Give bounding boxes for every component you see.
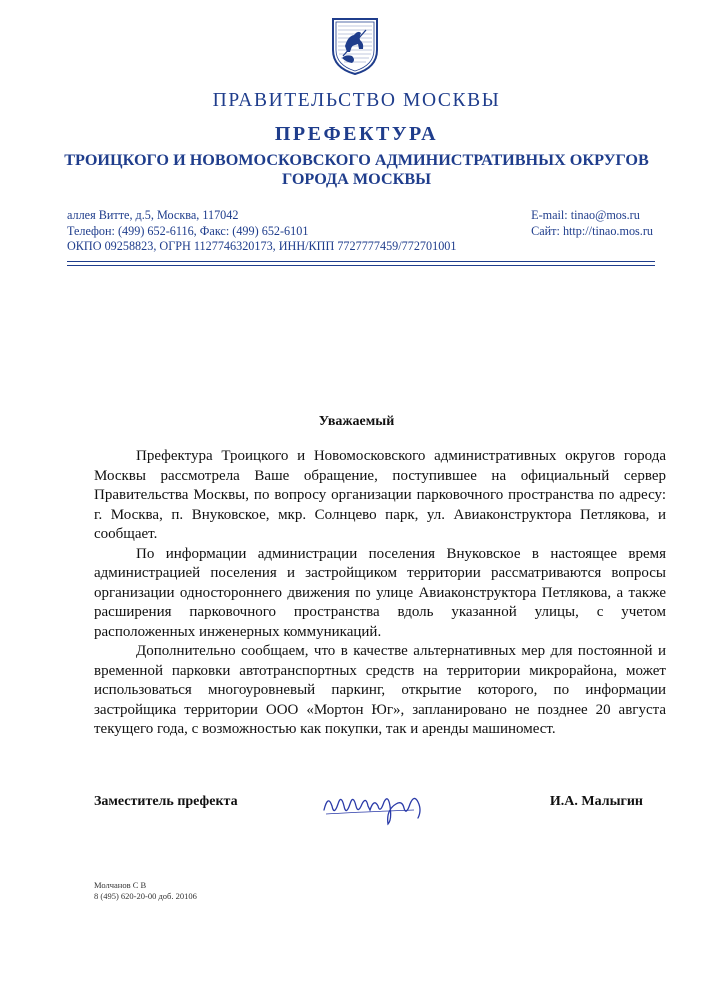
email: E-mail: tinao@mos.ru	[531, 208, 640, 222]
paragraph-1: Префектура Троицкого и Новомосковского административных округов города Москвы рассмотрела Ваше обращение, поступившее на официальный сервер Правительства Москвы, по вопросу организации парковочного пространства по адресу: г. Москва, п. Внуковское, мкр. Солнцево парк, ул. Авиаконструктора Петлякова, и сообщает.	[94, 448, 666, 542]
header-rule-thin	[67, 265, 655, 266]
contacts-right	[531, 208, 653, 239]
executor-name: Молчанов С В	[94, 880, 147, 890]
okrug-title	[0, 151, 713, 189]
executor-info	[94, 880, 197, 902]
paragraph-2: По информации администрации поселения Внуковское в настоящее время администрацией поселения и застройщиком территории рассматриваются вопросы организации одностороннего движения по улице Авиаконструктора Петлякова, а также расширения парковочного пространства вдоль указанной улицы, с учетом расположенных инженерных коммуникаций.	[94, 545, 666, 640]
website: Сайт: http://tinao.mos.ru	[531, 223, 653, 238]
paragraph-3: Дополнительно сообщаем, что в качестве альтернативных мер для постоянной и временной парковки автотранспортных средств на территории микрорайона, может использоваться многоуровневый паркинг, открытие которого, по информации застройщика территории ООО «Мортон Юг», запланировано не позднее 20 августа текущего года, с возможностью как покупки, так и аренды машиномест.	[94, 643, 666, 737]
contacts-left	[67, 208, 457, 255]
letter-body	[94, 447, 666, 740]
signatory-name: И.А. Малыгин	[549, 794, 643, 809]
government-title: ПРАВИТЕЛЬСТВО МОСКВЫ	[212, 90, 501, 111]
executor-phone: 8 (495) 620-20-00 доб. 20106	[94, 891, 197, 901]
moscow-coat-of-arms-icon	[330, 16, 380, 76]
address: аллея Витте, д.5, Москва, 117042	[67, 208, 239, 222]
okrug-title-line1: ТРОИЦКОГО И НОВОМОСКОВСКОГО АДМИНИСТРАТИВНЫХ ОКРУГОВ	[64, 151, 649, 169]
greeting: Уважаемый	[318, 414, 395, 429]
phone-fax: Телефон: (499) 652-6116, Факс: (499) 652-6101	[67, 223, 309, 238]
signatory-title: Заместитель префекта	[94, 794, 238, 809]
header-rule	[67, 261, 655, 262]
registry-codes: ОКПО 09258823, ОГРН 1127746320173, ИНН/КПП 7727777459/772701001	[67, 239, 457, 254]
prefecture-title: ПРЕФЕКТУРА	[274, 123, 439, 145]
okrug-title-line2: ГОРОДА МОСКВЫ	[281, 170, 432, 188]
handwritten-signature	[318, 780, 438, 830]
